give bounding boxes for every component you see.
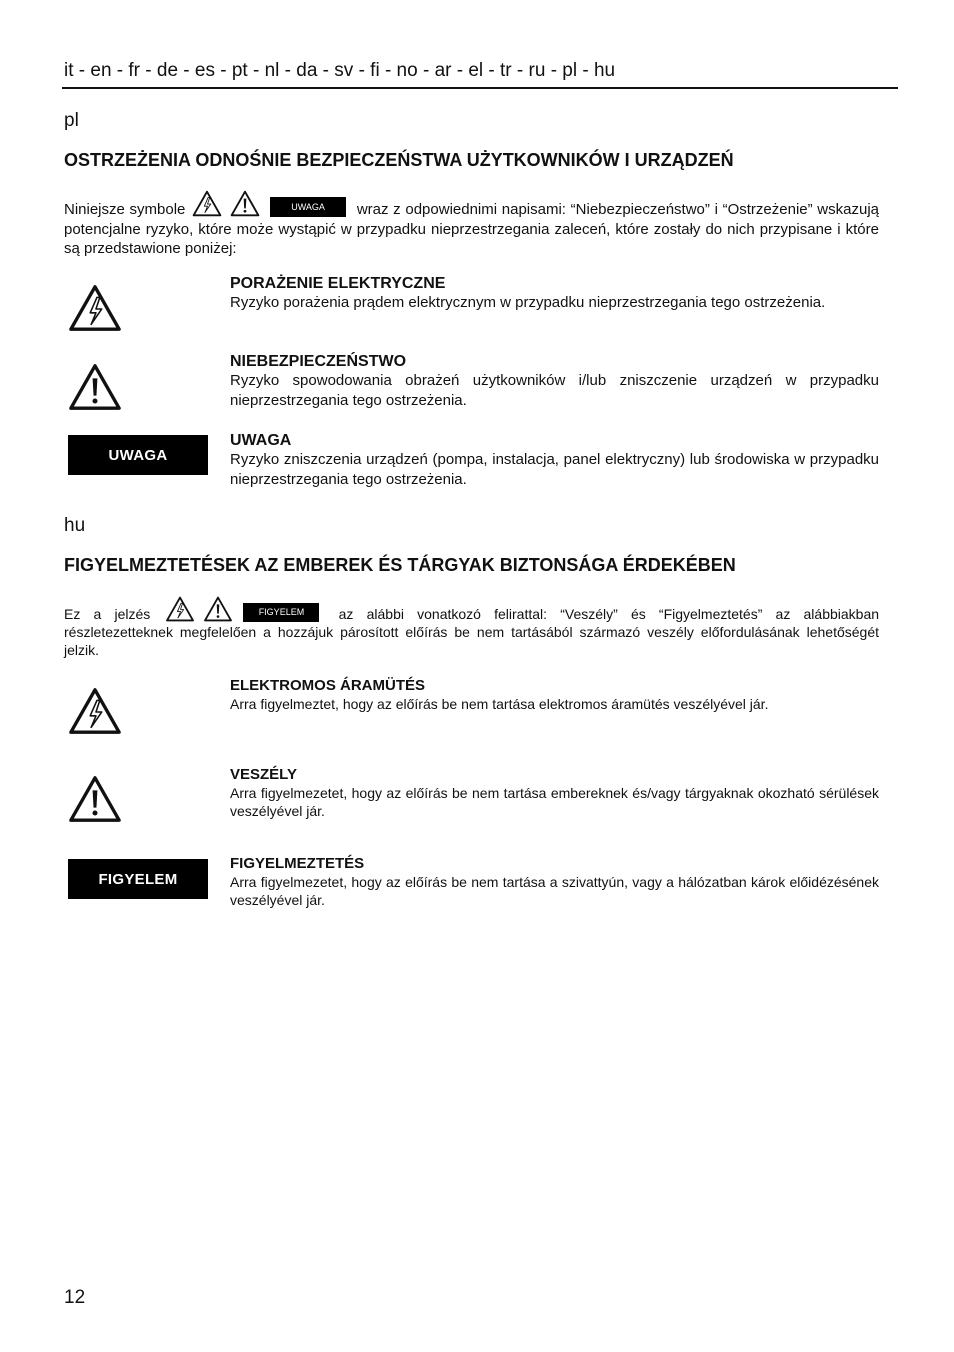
item-title: PORAŻENIE ELEKTRYCZNE (230, 275, 446, 292)
intro-text-rest: az alábbi vonatkozó felirattal: “Veszély” és “Figyelmeztetés” az alábbiakban részletezetteknek megfelelően a hozzájuk párosított előírás be nem tartásából származó veszély előfordulásának lehetőségét jelzik. (64, 606, 880, 658)
warning-danger-icon (68, 362, 122, 412)
item-title: UWAGA (230, 432, 292, 449)
section-title-hu: FIGYELMEZTETÉSEK AZ EMBEREK ÉS TÁRGYAK BIZTONSÁGA ÉRDEKÉBEN (64, 555, 736, 575)
item-title: FIGYELMEZTETÉS (230, 855, 365, 872)
electric-shock-icon (192, 190, 222, 217)
intro-text-start: Ez a jelzés (64, 606, 151, 622)
intro-paragraph-pl (64, 190, 879, 259)
section-title-pl: OSTRZEŻENIA ODNOŚNIE BEZPIECZEŃSTWA UŻYTKOWNIKÓW I URZĄDZEŃ (64, 150, 734, 170)
item-title: VESZÉLY (230, 766, 297, 783)
warning-item (230, 352, 879, 410)
item-description: Ryzyko zniszczenia urządzeń (pompa, instalacja, panel elektryczny) lub środowiska w przypadku nieprzestrzegania tego ostrzeżenia. (230, 451, 879, 488)
warning-item (230, 677, 879, 713)
warning-danger-icon (68, 774, 122, 824)
caution-badge: FIGYELEM (68, 859, 208, 899)
item-description: Ryzyko spowodowania obrażeń użytkowników i/lub zniszczenie urządzeń w przypadku nieprzestrzegania tego ostrzeżenia. (230, 372, 879, 409)
electric-shock-icon (68, 283, 122, 333)
language-list: it - en - fr - de - es - pt - nl - da - sv - fi - no - ar - el - tr - ru - pl - hu (64, 60, 616, 81)
item-description: Arra figyelmezetet, hogy az előírás be nem tartása embereknek és/vagy tárgyaknak okozható sérülések veszélyével jár. (230, 785, 879, 819)
item-description: Ryzyko porażenia prądem elektrycznym w przypadku nieprzestrzegania tego ostrzeżenia. (230, 294, 826, 311)
warning-item (230, 855, 879, 909)
item-description: Arra figyelmezetet, hogy az előírás be nem tartása a szivattyún, vagy a hálózatban károk előidézésének veszélyével jár. (230, 874, 879, 908)
section-code-hu: hu (64, 515, 86, 536)
caution-badge: UWAGA (68, 435, 208, 475)
warning-item (230, 766, 879, 820)
warning-danger-icon (230, 190, 260, 217)
item-description: Arra figyelmeztet, hogy az előírás be nem tartása elektromos áramütés veszélyével jár. (230, 696, 769, 712)
intro-text-start: Niniejsze symbole (64, 201, 186, 218)
warning-item (230, 274, 879, 313)
caution-badge-small: UWAGA (270, 197, 346, 217)
intro-paragraph-hu (64, 596, 879, 659)
item-title: NIEBEZPIECZEŃSTWO (230, 353, 407, 370)
page-number: 12 (64, 1287, 86, 1308)
electric-shock-icon (165, 596, 195, 622)
header-divider (62, 87, 898, 89)
warning-danger-icon (203, 596, 233, 622)
section-code-pl: pl (64, 110, 79, 131)
caution-badge-small: FIGYELEM (243, 603, 319, 622)
electric-shock-icon (68, 686, 122, 736)
item-title: ELEKTROMOS ÁRAMÜTÉS (230, 677, 425, 694)
intro-text-rest: wraz z odpowiednimi napisami: “Niebezpieczeństwo” i “Ostrzeżenie” wskazują potencjalne ryzyko, które może wystąpić w przypadku nieprzestrzegania zaleceń, które zostały do nich przypisane i które są przedstawione poniżej: (64, 201, 879, 257)
warning-item (230, 431, 879, 489)
